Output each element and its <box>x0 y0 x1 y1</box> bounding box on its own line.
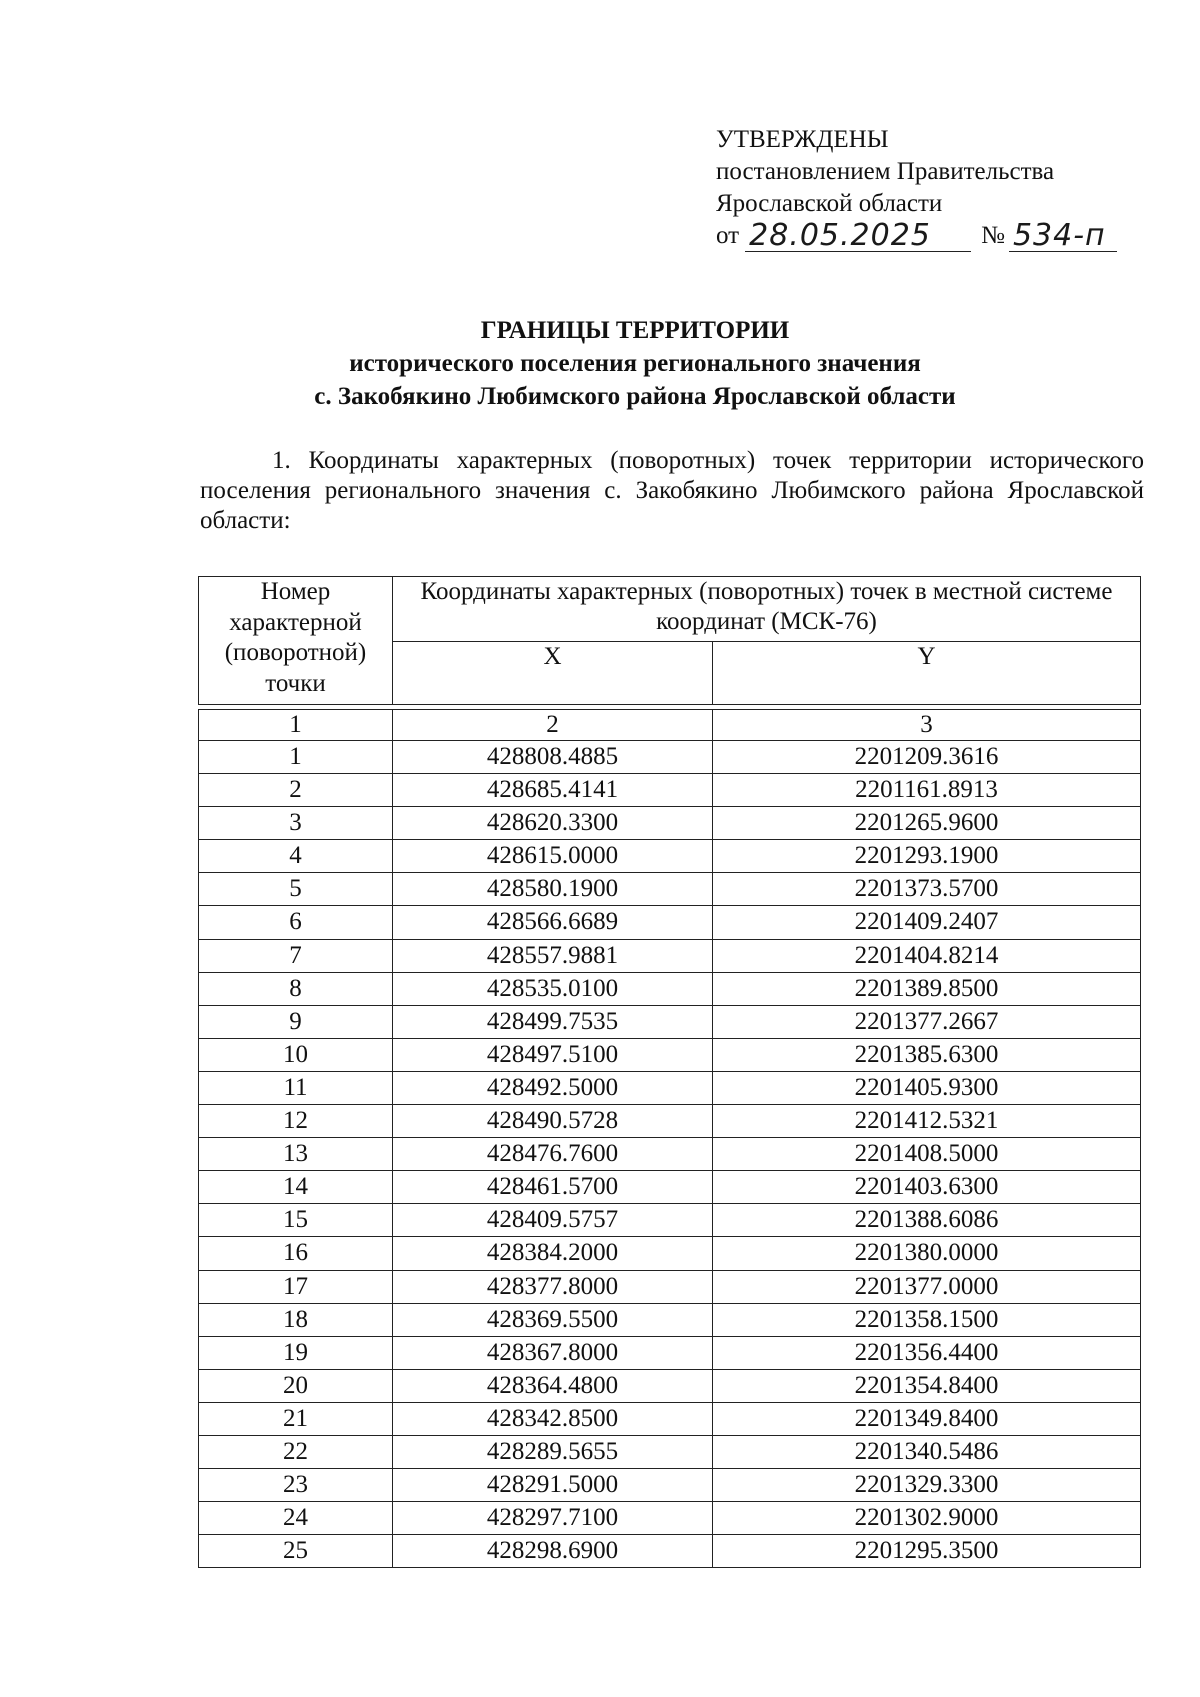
point-number-cell: 19 <box>199 1336 393 1369</box>
approval-heading: УТВЕРЖДЕНЫ <box>716 126 889 153</box>
column-index-row <box>199 710 1141 741</box>
y-coordinate-cell: 2201302.9000 <box>713 1502 1141 1535</box>
point-number-cell: 6 <box>199 906 393 939</box>
table-row <box>199 1138 1141 1171</box>
x-coordinate-cell: 428580.1900 <box>393 873 713 906</box>
x-coordinate-cell: 428461.5700 <box>393 1171 713 1204</box>
x-coordinate-cell: 428490.5728 <box>393 1105 713 1138</box>
x-coordinate-cell: 428369.5500 <box>393 1303 713 1336</box>
y-coordinate-cell: 2201412.5321 <box>713 1105 1141 1138</box>
table-row <box>199 1204 1141 1237</box>
x-coordinate-cell: 428367.8000 <box>393 1336 713 1369</box>
approval-line-1: постановлением Правительства <box>716 158 1055 185</box>
y-coordinate-cell: 2201380.0000 <box>713 1237 1141 1270</box>
table-row <box>199 1502 1141 1535</box>
y-coordinate-cell: 2201329.3300 <box>713 1469 1141 1502</box>
table-row <box>199 774 1141 807</box>
point-number-header: Номер характерной (поворотной) точки <box>199 577 393 705</box>
table-row <box>199 1402 1141 1435</box>
column-index-cell: 1 <box>199 710 393 741</box>
point-number-cell: 9 <box>199 1005 393 1038</box>
table-row <box>199 1535 1141 1568</box>
coordinates-table <box>198 576 1141 1568</box>
approval-line-2: Ярославской области <box>716 190 943 217</box>
x-coordinate-cell: 428364.4800 <box>393 1369 713 1402</box>
point-number-cell: 25 <box>199 1535 393 1568</box>
point-number-cell: 23 <box>199 1469 393 1502</box>
point-number-cell: 8 <box>199 972 393 1005</box>
x-coordinate-cell: 428342.8500 <box>393 1402 713 1435</box>
title-line-2: исторического поселения регионального значения <box>349 350 921 377</box>
y-coordinate-cell: 2201354.8400 <box>713 1369 1141 1402</box>
y-coordinate-cell: 2201349.8400 <box>713 1402 1141 1435</box>
y-coordinate-cell: 2201389.8500 <box>713 972 1141 1005</box>
point-number-cell: 5 <box>199 873 393 906</box>
x-coordinate-cell: 428384.2000 <box>393 1237 713 1270</box>
intro-paragraph: 1. Координаты характерных (поворотных) точек территории исторического поселения регионального значения с. Закобякино Любимского района Ярославской области: <box>200 447 1144 534</box>
y-coordinate-cell: 2201293.1900 <box>713 840 1141 873</box>
table-row <box>199 906 1141 939</box>
y-coordinate-cell: 2201403.6300 <box>713 1171 1141 1204</box>
point-number-cell: 2 <box>199 774 393 807</box>
y-coordinate-cell: 2201373.5700 <box>713 873 1141 906</box>
table-row <box>199 1071 1141 1104</box>
table-row <box>199 1303 1141 1336</box>
point-number-cell: 16 <box>199 1237 393 1270</box>
y-coordinate-cell: 2201377.2667 <box>713 1005 1141 1038</box>
point-number-cell: 15 <box>199 1204 393 1237</box>
point-number-cell: 22 <box>199 1435 393 1468</box>
y-coordinate-cell: 2201388.6086 <box>713 1204 1141 1237</box>
x-coordinate-cell: 428377.8000 <box>393 1270 713 1303</box>
y-coordinate-cell: 2201358.1500 <box>713 1303 1141 1336</box>
y-header: Y <box>713 642 1141 705</box>
number-label: № <box>981 222 1005 249</box>
y-coordinate-cell: 2201405.9300 <box>713 1071 1141 1104</box>
table-row <box>199 873 1141 906</box>
y-coordinate-cell: 2201340.5486 <box>713 1435 1141 1468</box>
document-title <box>0 314 1200 413</box>
y-coordinate-cell: 2201377.0000 <box>713 1270 1141 1303</box>
table-row <box>199 1369 1141 1402</box>
table-row <box>199 1171 1141 1204</box>
x-coordinate-cell: 428557.9881 <box>393 939 713 972</box>
y-coordinate-cell: 2201161.8913 <box>713 774 1141 807</box>
point-number-cell: 3 <box>199 807 393 840</box>
point-number-cell: 7 <box>199 939 393 972</box>
approval-date-number <box>716 220 1117 252</box>
table-row <box>199 1038 1141 1071</box>
x-coordinate-cell: 428492.5000 <box>393 1071 713 1104</box>
table-row <box>199 840 1141 873</box>
table-row <box>199 1005 1141 1038</box>
table-row <box>199 1435 1141 1468</box>
x-coordinate-cell: 428289.5655 <box>393 1435 713 1468</box>
coordinates-header: Координаты характерных (поворотных) точек в местной системе координат (МСК-76) <box>393 577 1141 642</box>
x-coordinate-cell: 428409.5757 <box>393 1204 713 1237</box>
x-coordinate-cell: 428499.7535 <box>393 1005 713 1038</box>
table-row <box>199 939 1141 972</box>
x-coordinate-cell: 428615.0000 <box>393 840 713 873</box>
x-coordinate-cell: 428476.7600 <box>393 1138 713 1171</box>
point-number-cell: 13 <box>199 1138 393 1171</box>
date-prefix: от <box>716 222 740 249</box>
y-coordinate-cell: 2201409.2407 <box>713 906 1141 939</box>
point-number-cell: 10 <box>199 1038 393 1071</box>
y-coordinate-cell: 2201265.9600 <box>713 807 1141 840</box>
x-coordinate-cell: 428298.6900 <box>393 1535 713 1568</box>
title-line-3: с. Закобякино Любимского района Ярославской области <box>314 383 956 410</box>
x-coordinate-cell: 428535.0100 <box>393 972 713 1005</box>
point-number-cell: 21 <box>199 1402 393 1435</box>
y-coordinate-cell: 2201404.8214 <box>713 939 1141 972</box>
point-number-cell: 1 <box>199 741 393 774</box>
table-row <box>199 807 1141 840</box>
table-row <box>199 1469 1141 1502</box>
y-coordinate-cell: 2201209.3616 <box>713 741 1141 774</box>
y-coordinate-cell: 2201295.3500 <box>713 1535 1141 1568</box>
column-index-cell: 2 <box>393 710 713 741</box>
x-coordinate-cell: 428291.5000 <box>393 1469 713 1502</box>
title-line-1: ГРАНИЦЫ ТЕРРИТОРИИ <box>480 317 790 344</box>
coordinates-table-body <box>199 705 1141 1568</box>
y-coordinate-cell: 2201356.4400 <box>713 1336 1141 1369</box>
point-number-cell: 4 <box>199 840 393 873</box>
table-row <box>199 1336 1141 1369</box>
x-coordinate-cell: 428620.3300 <box>393 807 713 840</box>
handwritten-number: 534-п <box>1009 221 1117 252</box>
table-row <box>199 1270 1141 1303</box>
point-number-cell: 11 <box>199 1071 393 1104</box>
x-header: X <box>393 642 713 705</box>
point-number-cell: 18 <box>199 1303 393 1336</box>
point-number-cell: 20 <box>199 1369 393 1402</box>
approval-stamp <box>716 124 1117 252</box>
table-row <box>199 1105 1141 1138</box>
table-row <box>199 741 1141 774</box>
y-coordinate-cell: 2201408.5000 <box>713 1138 1141 1171</box>
table-row <box>199 972 1141 1005</box>
column-index-cell: 3 <box>713 710 1141 741</box>
point-number-cell: 12 <box>199 1105 393 1138</box>
table-row <box>199 1237 1141 1270</box>
x-coordinate-cell: 428297.7100 <box>393 1502 713 1535</box>
x-coordinate-cell: 428566.6689 <box>393 906 713 939</box>
point-number-cell: 24 <box>199 1502 393 1535</box>
handwritten-date: 28.05.2025 <box>745 221 971 252</box>
x-coordinate-cell: 428497.5100 <box>393 1038 713 1071</box>
x-coordinate-cell: 428808.4885 <box>393 741 713 774</box>
point-number-cell: 14 <box>199 1171 393 1204</box>
x-coordinate-cell: 428685.4141 <box>393 774 713 807</box>
point-number-cell: 17 <box>199 1270 393 1303</box>
y-coordinate-cell: 2201385.6300 <box>713 1038 1141 1071</box>
